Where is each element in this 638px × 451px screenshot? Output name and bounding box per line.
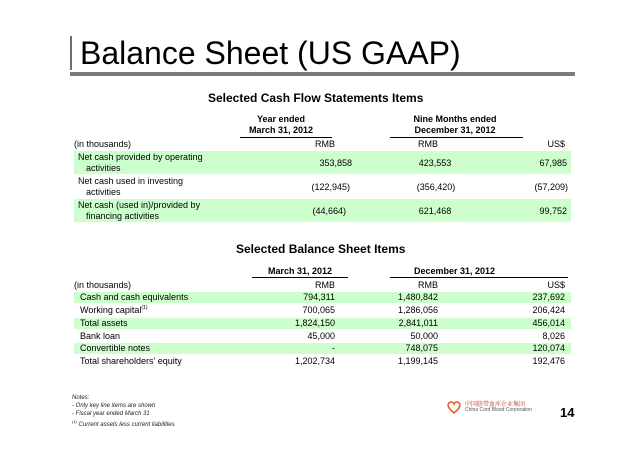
cash-flow-col2-header-line1: Nine Months ended <box>413 114 497 124</box>
balance-row-label <box>80 305 148 315</box>
cash-flow-row-label <box>78 176 183 198</box>
cash-flow-row-label <box>78 152 203 174</box>
footnotes-heading: Notes: <box>72 395 90 401</box>
cash-flow-value-nine-months-rmb: 423,553 <box>418 158 452 168</box>
cash-flow-col2-header <box>390 114 520 136</box>
balance-row-label <box>80 343 150 353</box>
balance-row-label <box>80 318 128 328</box>
cash-flow-value-nine-months-rmb: (356,420) <box>416 182 456 192</box>
footnote-text: Current assets less current liabilities <box>76 422 175 428</box>
balance-row-label <box>80 292 188 302</box>
balance-cur3: US$ <box>547 280 565 290</box>
footnote-line: - Fiscal year ended March 31 <box>72 411 150 417</box>
cash-flow-cur2: RMB <box>418 139 438 149</box>
balance-value-march: 794,311 <box>303 292 335 302</box>
cash-flow-value-year: 353,858 <box>319 158 352 168</box>
balance-row-label <box>80 331 120 341</box>
balance-unit-label: (in thousands) <box>74 280 132 290</box>
balance-row-footnote-marker: (1) <box>141 305 148 311</box>
balance-row-label <box>80 356 182 366</box>
balance-value-dec-usd: 456,014 <box>532 318 565 328</box>
balance-col1-header: March 31, 2012 <box>267 266 333 276</box>
cash-flow-col1-underline <box>240 137 332 138</box>
balance-row-label-text: Total shareholders’ equity <box>80 356 182 366</box>
cash-flow-row-label-line2: activities <box>86 187 121 197</box>
balance-value-march: 45,000 <box>307 331 335 341</box>
cash-flow-value-nine-months-usd: 99,752 <box>539 206 567 216</box>
balance-value-dec-usd: 206,424 <box>532 305 565 315</box>
title-accent-bar <box>70 36 72 70</box>
cash-flow-cur3: US$ <box>547 139 565 149</box>
footnote-line <box>72 418 175 429</box>
page-number: 14 <box>560 405 575 420</box>
heart-logo-icon <box>446 399 462 415</box>
cash-flow-row-label-line1: Net cash used in investing <box>78 176 184 186</box>
balance-value-dec-rmb: 2,841,011 <box>398 318 438 328</box>
balance-value-dec-usd: 8,026 <box>542 331 565 341</box>
balance-value-dec-rmb: 50,000 <box>410 331 438 341</box>
balance-value-dec-rmb: 748,075 <box>405 343 438 353</box>
balance-col2-underline <box>390 277 568 278</box>
cash-flow-row-label-line2: activities <box>86 163 121 173</box>
balance-value-dec-rmb: 1,286,056 <box>397 305 438 315</box>
balance-row-label-text: Cash and cash equivalents <box>80 292 189 302</box>
balance-cur2: RMB <box>418 280 438 290</box>
company-logo <box>446 397 556 417</box>
cash-flow-value-year: (44,664) <box>312 206 346 216</box>
balance-section-title: Selected Balance Sheet Items <box>236 242 406 256</box>
cash-flow-row-label-line1: Net cash (used in)/provided by <box>78 200 201 210</box>
logo-text-english: China Cord Blood Corporation <box>465 407 532 413</box>
cash-flow-row-label <box>78 200 200 222</box>
balance-col2-header: December 31, 2012 <box>413 266 496 276</box>
cash-flow-unit-label: (in thousands) <box>74 139 132 149</box>
balance-value-dec-usd: 192,476 <box>532 356 565 366</box>
logo-text-chinese: 中国脐带血库企业集团 <box>465 402 526 408</box>
balance-row-label-text: Convertible notes <box>80 343 151 353</box>
title-underline <box>70 72 575 76</box>
cash-flow-col1-header-line2: March 31, 2012 <box>248 125 314 135</box>
cash-flow-row-label-line2: financing activities <box>86 211 160 221</box>
balance-value-march: 1,202,734 <box>294 356 335 366</box>
balance-row-label-text: Total assets <box>80 318 128 328</box>
cash-flow-value-year: (122,945) <box>311 182 350 192</box>
cash-flow-col2-header-line2: December 31, 2012 <box>414 125 496 135</box>
footnotes <box>72 394 175 429</box>
cash-flow-value-nine-months-usd: (57,209) <box>534 182 568 192</box>
balance-value-dec-usd: 120,074 <box>532 343 565 353</box>
footnote-line: - Only key line items are shown <box>72 403 156 409</box>
cash-flow-col1-header-line1: Year ended <box>256 114 306 124</box>
balance-col1-underline <box>252 277 348 278</box>
balance-row-label-text: Working capital <box>80 305 142 315</box>
cash-flow-col2-underline <box>390 137 523 138</box>
balance-value-march: 700,065 <box>302 305 335 315</box>
cash-flow-value-nine-months-usd: 67,985 <box>539 158 567 168</box>
balance-value-dec-rmb: 1,480,842 <box>397 292 438 302</box>
cash-flow-value-nine-months-rmb: 621,468 <box>418 206 452 216</box>
slide-title: Balance Sheet (US GAAP) <box>80 35 461 71</box>
cash-flow-section-title: Selected Cash Flow Statements Items <box>208 91 424 105</box>
footnote-marker: (1) <box>72 419 77 424</box>
cash-flow-row-label-line1: Net cash provided by operating <box>78 152 203 162</box>
balance-value-dec-rmb: 1,199,145 <box>397 356 438 366</box>
balance-value-march: - <box>332 343 335 353</box>
balance-value-march: 1,824,150 <box>294 318 335 328</box>
cash-flow-col1-header <box>236 114 326 136</box>
balance-row-label-text: Bank loan <box>80 331 121 341</box>
balance-value-dec-usd: 237,692 <box>532 292 565 302</box>
cash-flow-cur1: RMB <box>315 139 335 149</box>
balance-cur1: RMB <box>315 280 335 290</box>
